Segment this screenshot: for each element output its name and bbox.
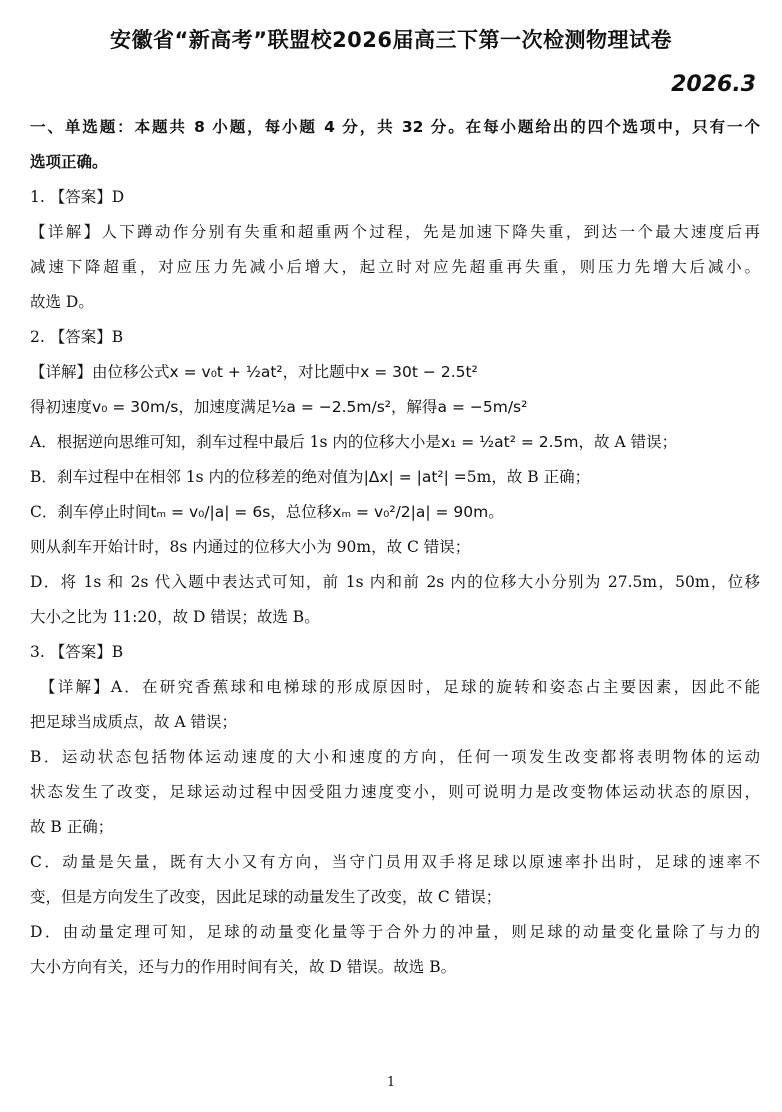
q2-a-half-eq: ½a = −2.5m/s² <box>271 398 392 416</box>
q3-line4: 状态发生了改变，足球运动过程中因受阻力速度变小，则可说明力是改变物体运动状态的原因， <box>30 783 760 801</box>
q2-line2-a: 得初速度 <box>30 398 93 416</box>
q2-formula2: x = 30t − 2.5t² <box>360 363 478 381</box>
q1-detail-line1: 【详解】人下蹲动作分别有失重和超重两个过程，先是加速下降失重，到达一个最大速度后再 <box>30 223 760 241</box>
q3-line7: 变，但是方向发生了改变，因此足球的动量发生了改变，故 C 错误； <box>30 888 502 906</box>
q3-line9: 大小方向有关，还与力的作用时间有关，故 D 错误。故选 B。 <box>30 958 457 976</box>
q2-option-a-formula: x₁ = ½at² = 2.5m <box>440 433 579 451</box>
q2-line2-c: ，解得 <box>391 398 438 416</box>
q2-option-d-line1: D．将 1s 和 2s 代入题中表达式可知，前 1s 内和前 2s 内的位移大小分别为 27.5m，50m，位移 <box>30 573 760 591</box>
q2-option-c-post: 。 <box>488 503 504 521</box>
q2-line2-b: ，加速度满足 <box>178 398 272 416</box>
q3-line8: D．由动量定理可知，足球的动量变化量等于合外力的冲量，则足球的动量变化量除了与力的 <box>30 923 760 941</box>
q2-formula1: x = v₀t + ½at² <box>169 363 283 381</box>
q3-line6: C．动量是矢量，既有大小又有方向，当守门员用双手将足球以原速率扑出时，足球的速率不 <box>30 853 760 871</box>
q2-option-c-mid: ，总位移 <box>270 503 333 521</box>
q2-option-c-disp: xₘ = v₀²/2|a| = 90m <box>332 503 489 521</box>
q2-mid: ，对比题中 <box>282 363 361 381</box>
q3-answer: 3. 【答案】B <box>30 643 124 661</box>
q2-option-c-time: tₘ = v₀/|a| = 6s <box>150 503 271 521</box>
q2-a-eq: a = −5m/s² <box>437 398 528 416</box>
q3-line1: 【详解】A．在研究香蕉球和电梯球的形成原因时，足球的旋转和姿态占主要因素，因此不能 <box>40 678 760 696</box>
q2-option-c-text: C．刹车停止时间 <box>30 503 151 521</box>
q2-option-c <box>30 495 760 530</box>
document-body <box>30 110 760 985</box>
q1-answer: 1. 【答案】D <box>30 188 125 206</box>
q3-line2: 把足球当成质点，故 A 错误； <box>30 713 238 731</box>
q2-option-b-text: B．刹车过程中在相邻 1s 内的位移差的绝对值为 <box>30 468 364 486</box>
exam-date: 2026.3 <box>671 72 756 97</box>
q2-answer: 2. 【答案】B <box>30 328 124 346</box>
q1-detail-line2: 减速下降超重，对应压力先减小后增大，起立时对应先超重再失重，则压力先增大后减小。 <box>30 258 760 276</box>
q2-option-a-post: ，故 A 错误； <box>578 433 678 451</box>
q2-detail-prefix: 【详解】由位移公式 <box>30 363 170 381</box>
page-title: 安徽省“新高考”联盟校2026届高三下第一次检测物理试卷 <box>109 28 673 52</box>
q2-option-c-line2: 则从刹车开始计时，8s 内通过的位移大小为 90m，故 C 错误； <box>30 538 471 556</box>
q2-option-b-post: =5m，故 B 正确； <box>448 468 591 486</box>
q1-detail-line3: 故选 D。 <box>30 293 94 311</box>
section-heading-line2: 选项正确。 <box>30 153 108 171</box>
section-heading-line1: 一、单选题：本题共 8 小题，每小题 4 分，共 32 分。在每小题给出的四个选项中，只有一个 <box>30 118 760 136</box>
q3-line5: 故 B 正确； <box>30 818 114 836</box>
q2-v0-eq: v₀ = 30m/s <box>92 398 179 416</box>
q2-detail-line2 <box>30 390 760 425</box>
q2-detail-line1 <box>30 355 760 390</box>
q3-line3: B．运动状态包括物体运动速度的大小和速度的方向，任何一项发生改变都将表明物体的运动 <box>30 748 760 766</box>
q2-option-d-line2: 大小之比为 11:20，故 D 错误；故选 B。 <box>30 608 320 626</box>
q2-option-b-formula: |Δx| = |at²| <box>363 468 449 486</box>
q2-option-a <box>30 425 760 460</box>
page-number: 1 <box>386 1075 396 1090</box>
q2-option-b <box>30 460 760 495</box>
q2-option-a-text: A．根据逆向思维可知，刹车过程中最后 1s 内的位移大小是 <box>30 433 441 451</box>
